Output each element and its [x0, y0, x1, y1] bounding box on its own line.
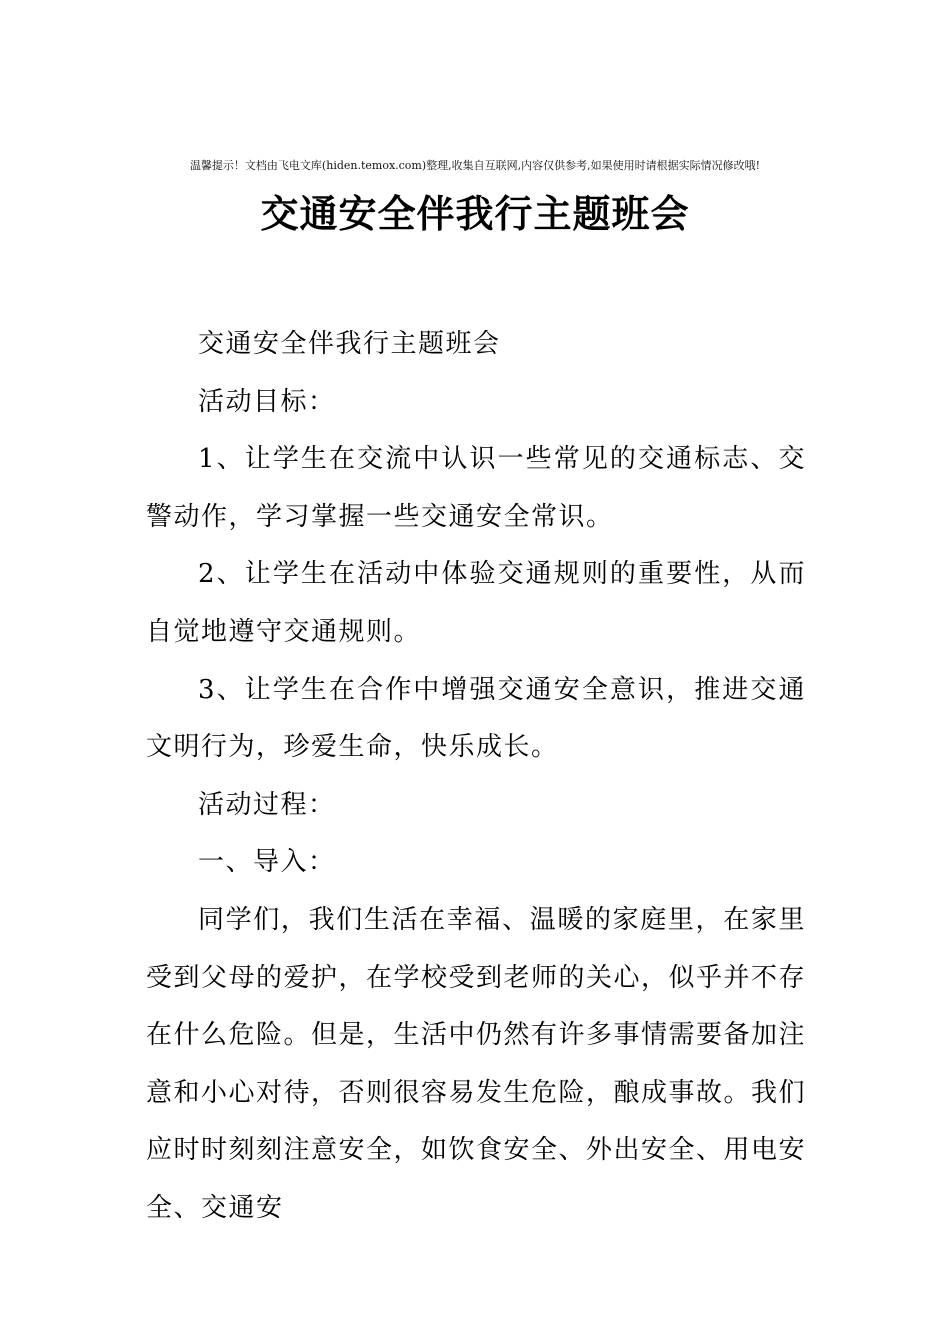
objective-item-3: 3、让学生在合作中增强交通安全意识，推进交通文明行为，珍爱生命，快乐成长。 — [146, 674, 806, 763]
intro-paragraph: 同学们，我们生活在幸福、温暖的家庭里，在家里受到父母的爱护，在学校受到老师的关心，似乎并不存在什么危险。但是，生活中仍然有许多事情需要备加注意和小心对待，否则很容易发生危险，酿成事故。我们应时时刻刻注意安全，如饮食安全、外出安全、用电安全、交通安 — [146, 904, 807, 1223]
document-body — [146, 316, 806, 1238]
download-notice: 温馨提示！文档由飞电文库(hiden.temox.com)整理,收集自互联网,内容仅供参考,如果使用时请根据实际情况修改哦! — [189, 159, 761, 172]
objectives-heading: 活动目标： — [198, 386, 336, 417]
process-heading: 活动过程： — [198, 789, 336, 820]
objective-item-2: 2、让学生在活动中体验交通规则的重要性，从而自觉地遵守交通规则。 — [146, 559, 806, 647]
subtitle-paragraph: 交通安全伴我行主题班会 — [198, 329, 501, 359]
objective-item-1: 1、让学生在交流中认识一些常见的交通标志、交警动作，学习掌握一些交通安全常识。 — [146, 444, 806, 532]
document-title: 交通安全伴我行主题班会 — [260, 191, 690, 236]
intro-heading: 一、导入： — [198, 847, 336, 878]
